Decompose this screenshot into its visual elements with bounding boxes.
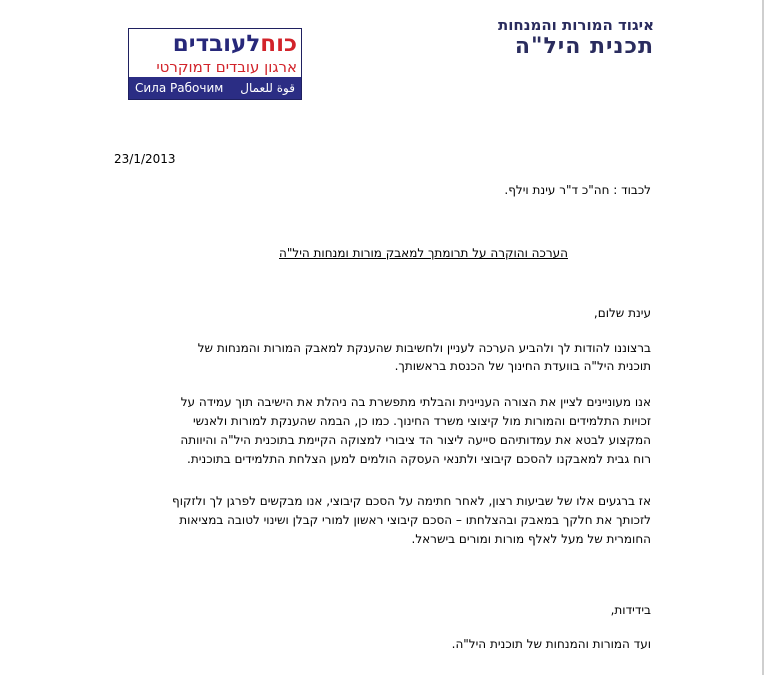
logo-arabic-text: قوة للعمال <box>240 81 295 95</box>
logo-word-laovdim: לעובדים <box>172 31 261 57</box>
paragraph-line: זכויות התלמידים והמורות מול קיצוצי משרד החינוך. כמו כן, הבמה שהענקת למורות ולאנשי <box>192 414 651 428</box>
program-name: תכנית היל"ה <box>514 34 654 59</box>
org-name: איגוד המורות והמנחות <box>498 16 654 34</box>
logo-bar <box>129 77 301 99</box>
paragraph-line: לזכותך את חלקך במאבק ובהצלחתו – הסכם קיבוצי ראשון למורי קבלן ושינוי לטובה במציאות <box>179 513 651 527</box>
logo-subtitle: ארגון עובדים דמוקרטי <box>156 58 297 76</box>
paragraph-line: אנו מעוניינים לציין את הצורה העניינית והבלתי מתפשרת בה ניהלת את הישיבה תוך עמידה על <box>180 395 651 409</box>
letter-subject: הערכה והוקרה על תרומתך למאבק מורות ומנחות היל"ה <box>279 246 568 260</box>
paragraph-line: המקצוע לבטא את עמדותיהם סייעה ליצור הד ציבורי למצוקה הקיימת בתוכנית היל"ה והיוותה <box>180 433 651 447</box>
logo-russian-text: Сила Рабочим <box>135 81 224 95</box>
letter-salutation: עינת שלום, <box>593 306 651 320</box>
paragraph-line: החומרית של מעל לאלף מורות ומורים בישראל. <box>411 532 651 546</box>
logo-word-koach: כוח <box>260 31 297 57</box>
koach-laovdim-logo <box>128 28 302 100</box>
letter-closing: בידידות, <box>610 603 651 617</box>
paragraph-line: ברצוננו להודות לך ולהביע הערכה לעניין ולחשיבות שהענקת למאבק המורות והמנחות של <box>197 341 651 355</box>
paragraph-line: רוח גבית למאבקנו להסכם קיבוצי ולתנאי העסקה הולמים למען הצלחת התלמידים בתוכנית. <box>187 452 651 466</box>
paragraph-2 <box>111 393 651 469</box>
paragraph-line: תוכנית היל"ה בוועדת החינוך של הכנסת בראשותך. <box>394 359 651 373</box>
letter-date: 23/1/2013 <box>114 152 176 166</box>
letter-recipient: לכבוד : חה"כ ד"ר עינת וילף. <box>504 183 651 197</box>
logo-main-text <box>173 30 297 58</box>
letter-signature: ועד המורות והמנחות של תוכנית היל"ה. <box>451 637 651 651</box>
paragraph-1 <box>111 339 651 375</box>
paragraph-3 <box>111 492 651 549</box>
paragraph-line: אז ברגעים אלו של שביעות רצון, לאחר חתימה על הסכם קיבוצי, אנו מבקשים לפרגן לך ולזקוף <box>172 494 651 508</box>
